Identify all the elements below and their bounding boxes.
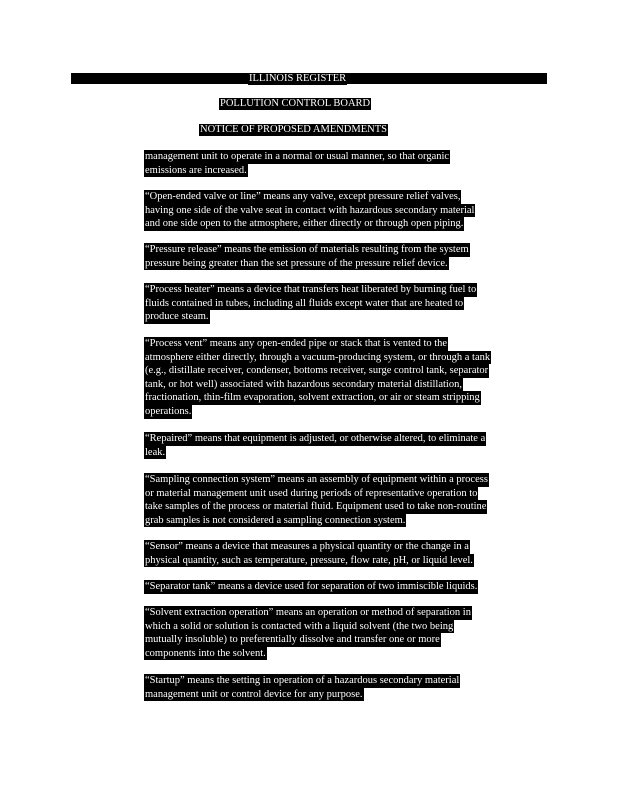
text-line: management unit to operate in a normal or usual manner, so that organic [145,151,450,162]
text-line: “Open-ended valve or line” means any valve, except pressure relief valves, [145,191,461,202]
text-line: pressure being greater than the set pressure of the pressure relief device. [145,257,448,269]
text-line: and one side open to the atmosphere, either directly or through open piping. [145,218,464,230]
text-line: “Process heater” means a device that transfers heat liberated by burning fuel to [145,284,477,295]
text-line: emissions are increased. [145,164,247,176]
text-line: “Sensor” means a device that measures a physical quantity or the change in a [145,541,469,552]
paragraph-continuation [144,150,450,177]
text-line: physical quantity, such as temperature, pressure, flow rate, pH, or liquid level. [145,554,473,566]
text-line: “Startup” means the setting in operation of a hazardous secondary material [145,675,460,686]
paragraph-sampling-connection [144,473,489,527]
notice-title: NOTICE OF PROPOSED AMENDMENTS [200,124,387,135]
paragraph-solvent-extraction [144,606,472,660]
paragraph-startup [144,674,460,701]
text-line: produce steam. [145,311,209,323]
text-line: grab samples is not considered a sampling connection system. [145,514,406,526]
paragraph-pressure-release [144,243,470,270]
text-line: “Pressure release” means the emission of materials resulting from the system [145,244,469,255]
paragraph-open-ended-valve [144,190,475,231]
text-line: fractionation, thin-film evaporation, solvent extraction, or air or steam stripping [145,392,480,404]
text-line: management unit or control device for any purpose. [145,688,363,700]
text-line: tank, or hot well) associated with hazardous secondary material distillation, [145,378,462,390]
text-line: mutually insoluble) to preferentially dissolve and transfer one or more [145,634,440,646]
text-line: “Separator tank” means a device used for separation of two immiscible liquids. [145,581,478,592]
text-line: “Repaired” means that equipment is adjusted, or otherwise altered, to eliminate a [145,433,486,444]
text-line: leak. [145,446,166,458]
text-line: or material management unit used during periods of representative operation to [145,487,478,499]
text-line: fluids contained in tubes, including all fluids except water that are heated to [145,297,464,309]
text-line: components into the solvent. [145,647,266,659]
text-line: atmosphere either directly, through a vacuum-producing system, or through a tank [145,351,491,363]
text-line: having one side of the valve seat in contact with hazardous secondary material [145,204,475,216]
text-line: which a solid or solution is contacted with a liquid solvent (the two being [145,620,454,632]
text-line: (e.g., distillate receiver, condenser, bottoms receiver, surge control tank, separator [145,365,489,377]
text-line: “Process vent” means any open-ended pipe or stack that is vented to the [145,338,448,349]
paragraph-process-vent [144,337,491,419]
paragraph-sensor [144,540,474,567]
text-line: take samples of the process or material fluid. Equipment used to take non-routine [145,501,487,513]
text-line: “Sampling connection system” means an assembly of equipment within a process [145,474,488,485]
paragraph-separator-tank [144,580,478,594]
register-title: ILLINOIS REGISTER [249,73,347,84]
paragraph-repaired [144,432,486,459]
board-title: POLLUTION CONTROL BOARD [220,98,371,109]
paragraph-process-heater [144,283,477,324]
text-line: “Solvent extraction operation” means an operation or method of separation in [145,607,471,618]
text-line: operations. [145,405,192,417]
